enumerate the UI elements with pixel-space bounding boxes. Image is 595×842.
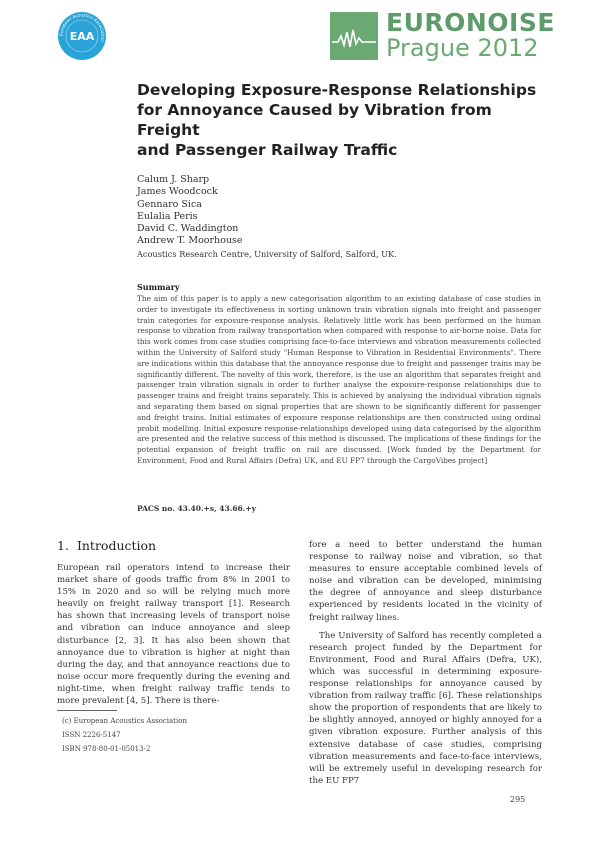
body-column-left: European rail operators intend to increase their market share of goods traffic from 8% in 2001 to 15% in 2020 and so will be relying much more heavily on freight railway transport [1]. Research has shown that increasing levels of transport noise and vibration can induce annoyance and sleep disturbance [2, 3]. It has also been shown that annoyance due to vibration is higher at night than during the day, and that annoyance reactions due to noise occur more frequently during the evening and night-time, when freight railway traffic tends to more prevalent [4, 5]. There is there- xyxy=(57,563,290,707)
euronoise-logo xyxy=(330,8,555,62)
author-name: Calum J. Sharp xyxy=(137,174,210,185)
body-paragraph: fore a need to better understand the human response to railway noise and vibration, so that measures to ensure acceptable combined levels of noise and vibration can be developed, minimising the degree of annoyance and sleep disturbance experienced by residents located in the vicinity of freight railway lines. xyxy=(309,540,542,623)
author-name: Andrew T. Moorhouse xyxy=(137,235,243,247)
section-number: 1. xyxy=(57,538,69,553)
section-heading xyxy=(57,538,156,553)
affiliation: Acoustics Research Centre, University of Salford, Salford, UK. xyxy=(137,249,397,259)
euronoise-venue: Prague 2012 xyxy=(386,34,539,62)
title-line: Developing Exposure-Response Relationships xyxy=(137,81,537,99)
footnote-rule xyxy=(57,710,117,711)
paper-title xyxy=(137,80,547,160)
eaa-ring-text: European Acoustics Association xyxy=(58,12,106,43)
title-line: and Passenger Railway Traffic xyxy=(137,141,398,159)
page-number: 295 xyxy=(510,795,526,804)
footnote-issn: ISSN 2226-5147 xyxy=(62,731,121,739)
footnote-isbn: ISBN 978-80-01-05013-2 xyxy=(62,745,151,753)
eaa-logo xyxy=(57,11,107,61)
footnote-copyright: (c) European Acoustics Association xyxy=(62,717,187,725)
section-title: Introduction xyxy=(76,538,157,553)
eaa-logo-label: EAA xyxy=(69,30,95,43)
summary-heading: Summary xyxy=(137,282,180,292)
author-list xyxy=(137,174,243,248)
body-paragraph: The University of Salford has recently completed a research project funded by the Department for Environment, Food and Rural Affairs (Defra, UK), which was successful in determining exposure-response relationships for annoyance caused by vibration from railway traffic [6]. These relationships show the proportion of respondents that are likely to be slightly annoyed, annoyed or highly annoyed for a given vibration exposure. Further analysis of this extensive database of case studies, comprising vibration measurements and face-to-face interviews, will be extremely useful in developing research for the EU FP7 xyxy=(309,630,542,786)
euronoise-name: EURONOISE xyxy=(386,8,555,37)
summary-text: The aim of this paper is to apply a new categorisation algorithm to an existing database of case studies in order to investigate its effectiveness in sorting unknown train vibration signals into freight and passenger train categories for exposure-response analysis. Relatively little work has been performed on the human response to vibration from railway transportation when compared with response to air-borne noise. Data for this work comes from case studies comprising face-to-face interviews and vibration measurements collected within the University of Salford study "Human Response to Vibration in Residential Environments". There are indications within this database that the annoyance response due to freight and passenger trains may be significantly different. The novelty of this work, therefore, is the use an algorithm that separates freight and passenger train vibration signals in order to further analyse the exposure-response relationships due to passenger trains and freight trains separately. This is achieved by analysing the individual vibration signals and separating them based on signal properties that are shown to be significantly different for passenger and freight trains. Initial estimates of exposure response relationships are then constructed using ordinal probit modelling. Initial exposure response-relationships developed using data categorised by the algorithm are presented and the relative success of this method is discussed. The implications of these findings for the potential expansion of freight traffic on rail are discussed. [Work funded by the Department for Environment, Food and Rural Affairs (Defra) UK, and EU FP7 through the CargoVibes project] xyxy=(137,294,541,465)
body-column-right xyxy=(309,539,542,787)
author-name: Eulalia Peris xyxy=(137,210,198,222)
title-line: for Annoyance Caused by Vibration from Freight xyxy=(137,101,492,139)
euronoise-waveform-icon xyxy=(330,12,378,60)
author-name: David C. Waddington xyxy=(137,223,239,235)
pacs-codes: PACS no. 43.40.+s, 43.66.+y xyxy=(137,504,257,513)
author-name: James Woodcock xyxy=(137,186,218,198)
author-name: Gennaro Sica xyxy=(137,198,202,210)
